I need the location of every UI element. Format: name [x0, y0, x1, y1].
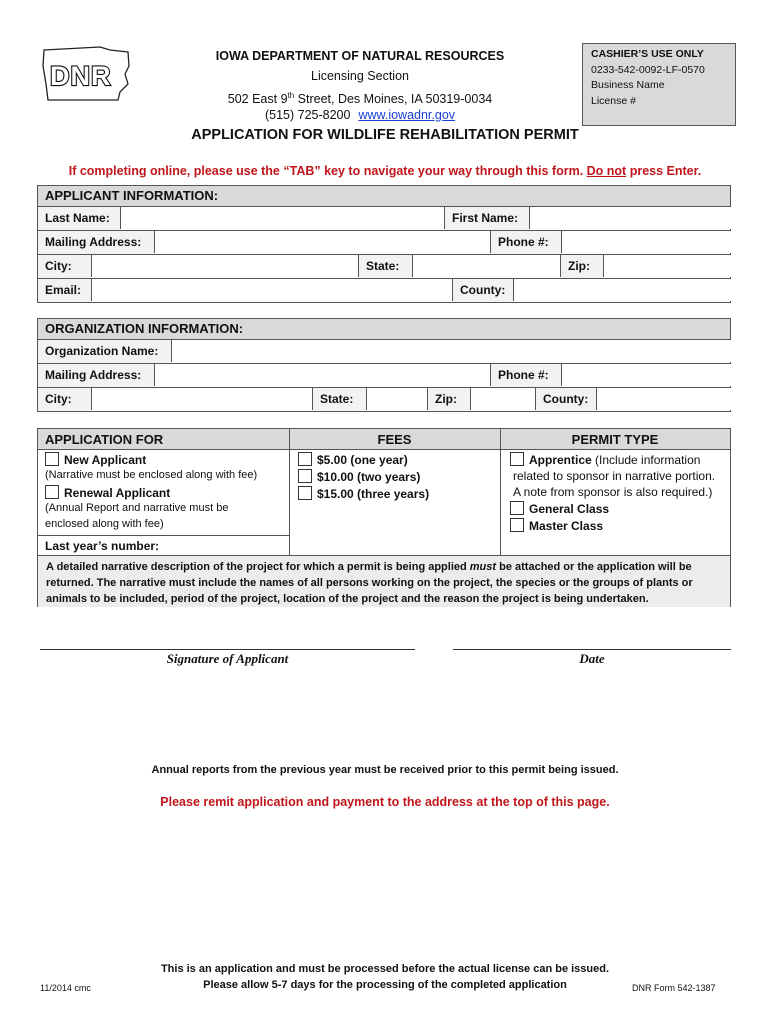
footer-form-number: DNR Form 542-1387 [632, 983, 716, 993]
phone-label: Phone #: [491, 231, 561, 254]
renewal-note-line1: (Annual Report and narrative must be [45, 502, 229, 514]
fee-two-years-checkbox[interactable] [298, 469, 312, 483]
org-state-label: State: [313, 388, 366, 411]
cashier-box [582, 43, 736, 126]
email-label: Email: [38, 279, 91, 302]
mailing-address-label: Mailing Address: [38, 231, 154, 254]
mailing-address-field[interactable] [154, 231, 491, 253]
apprentice-note-line2: related to sponsor in narrative portion. [513, 469, 716, 483]
last-year-label: Last year’s number: [45, 539, 160, 553]
county-field[interactable] [513, 279, 731, 301]
tab-notice: If completing online, please use the “TAB” key to navigate your way through this form. Do not press Enter. [68, 164, 702, 178]
annual-report-note: Annual reports from the previous year must be received prior to this permit being issued. [151, 764, 619, 776]
org-name-field[interactable] [171, 340, 731, 362]
state-field[interactable] [412, 255, 561, 277]
org-phone-label: Phone #: [491, 364, 561, 387]
master-class-option[interactable]: Master Class [510, 518, 603, 533]
footer-revision: 11/2014 cmc [40, 983, 91, 993]
fee-one-year-checkbox[interactable] [298, 452, 312, 466]
form-title: APPLICATION FOR WILDLIFE REHABILITATION PERMIT [191, 127, 579, 143]
org-mailing-field[interactable] [154, 364, 491, 386]
renewal-note-line2: enclosed along with fee) [45, 518, 164, 530]
apprentice-checkbox[interactable] [510, 452, 524, 466]
signature-label: Signature of Applicant [166, 651, 289, 666]
last-name-field[interactable] [120, 207, 445, 229]
general-class-option[interactable]: General Class [510, 501, 609, 516]
zip-label: Zip: [561, 255, 603, 278]
city-label: City: [38, 255, 91, 278]
general-class-checkbox[interactable] [510, 501, 524, 515]
apprentice-option[interactable]: Apprentice (Include information [510, 452, 700, 467]
organization-heading: ORGANIZATION INFORMATION: [38, 319, 730, 340]
email-field[interactable] [91, 279, 453, 301]
first-name-label: First Name: [445, 207, 529, 230]
footer-line2: Please allow 5-7 days for the processing of the completed application [203, 979, 567, 991]
agency-name: IOWA DEPARTMENT OF NATURAL RESOURCES [215, 49, 505, 63]
org-phone-field[interactable] [561, 364, 731, 386]
new-applicant-checkbox[interactable] [45, 452, 59, 466]
state-label: State: [359, 255, 412, 278]
applicant-heading: APPLICANT INFORMATION: [38, 186, 730, 207]
new-applicant-option[interactable]: New Applicant [45, 452, 146, 467]
applicant-section [37, 185, 731, 303]
application-section [37, 428, 731, 607]
phone-field[interactable] [561, 231, 731, 253]
fee-one-year-option[interactable]: $5.00 (one year) [298, 452, 408, 467]
city-field[interactable] [91, 255, 359, 277]
cashier-title: CASHIER’S USE ONLY [591, 48, 704, 60]
last-name-label: Last Name: [38, 207, 120, 230]
org-state-field[interactable] [366, 388, 428, 410]
org-county-label: County: [536, 388, 596, 411]
agency-phone: (515) 725-8200 [264, 108, 351, 122]
fees-heading: FEES [289, 429, 500, 450]
org-zip-field[interactable] [470, 388, 536, 410]
website-link[interactable]: www.iowadnr.gov [358, 108, 456, 122]
org-city-label: City: [38, 388, 91, 411]
dnr-logo [40, 44, 132, 104]
apprentice-note-line3: A note from sponsor is also required.) [513, 485, 713, 499]
zip-field[interactable] [603, 255, 731, 277]
signature-line[interactable] [40, 649, 415, 650]
cashier-code: 0233-542-0092-LF-0570 [591, 63, 705, 76]
first-name-field[interactable] [529, 207, 731, 229]
licensing-section: Licensing Section [311, 69, 409, 83]
org-mailing-label: Mailing Address: [38, 364, 154, 387]
fee-three-years-option[interactable]: $15.00 (three years) [298, 486, 429, 501]
org-county-field[interactable] [596, 388, 731, 410]
application-for-heading: APPLICATION FOR [38, 429, 289, 450]
org-city-field[interactable] [91, 388, 313, 410]
date-line[interactable] [453, 649, 731, 650]
county-label: County: [453, 279, 513, 302]
last-year-number-field[interactable] [38, 535, 289, 555]
renewal-applicant-option[interactable]: Renewal Applicant [45, 485, 170, 500]
fee-two-years-option[interactable]: $10.00 (two years) [298, 469, 420, 484]
cashier-business: Business Name [591, 79, 665, 91]
remit-note: Please remit application and payment to the address at the top of this page. [160, 795, 610, 809]
footer-line1: This is an application and must be processed before the actual license can be issued. [160, 963, 610, 975]
narrative-requirement: A detailed narrative description of the project for which a permit is being applied must be attached or the application will be returned. The narrative must include the names of all persons working on the project, the species or the groups of plants or animals to be included, period of the project, location of the project and the reason the project is being undertaken. [38, 555, 730, 607]
org-name-label: Organization Name: [38, 340, 171, 363]
master-class-checkbox[interactable] [510, 518, 524, 532]
renewal-applicant-checkbox[interactable] [45, 485, 59, 499]
cashier-license: License # [591, 94, 636, 107]
svg-text:DNR: DNR [50, 61, 112, 91]
new-applicant-note: (Narrative must be enclosed along with fee) [45, 469, 258, 481]
agency-address: 502 East 9th Street, Des Moines, IA 50319-0034 [227, 91, 493, 107]
permit-type-heading: PERMIT TYPE [500, 429, 730, 450]
org-zip-label: Zip: [428, 388, 470, 411]
agency-contact [190, 106, 530, 125]
organization-section [37, 318, 731, 412]
fee-three-years-checkbox[interactable] [298, 486, 312, 500]
date-label: Date [579, 651, 605, 666]
